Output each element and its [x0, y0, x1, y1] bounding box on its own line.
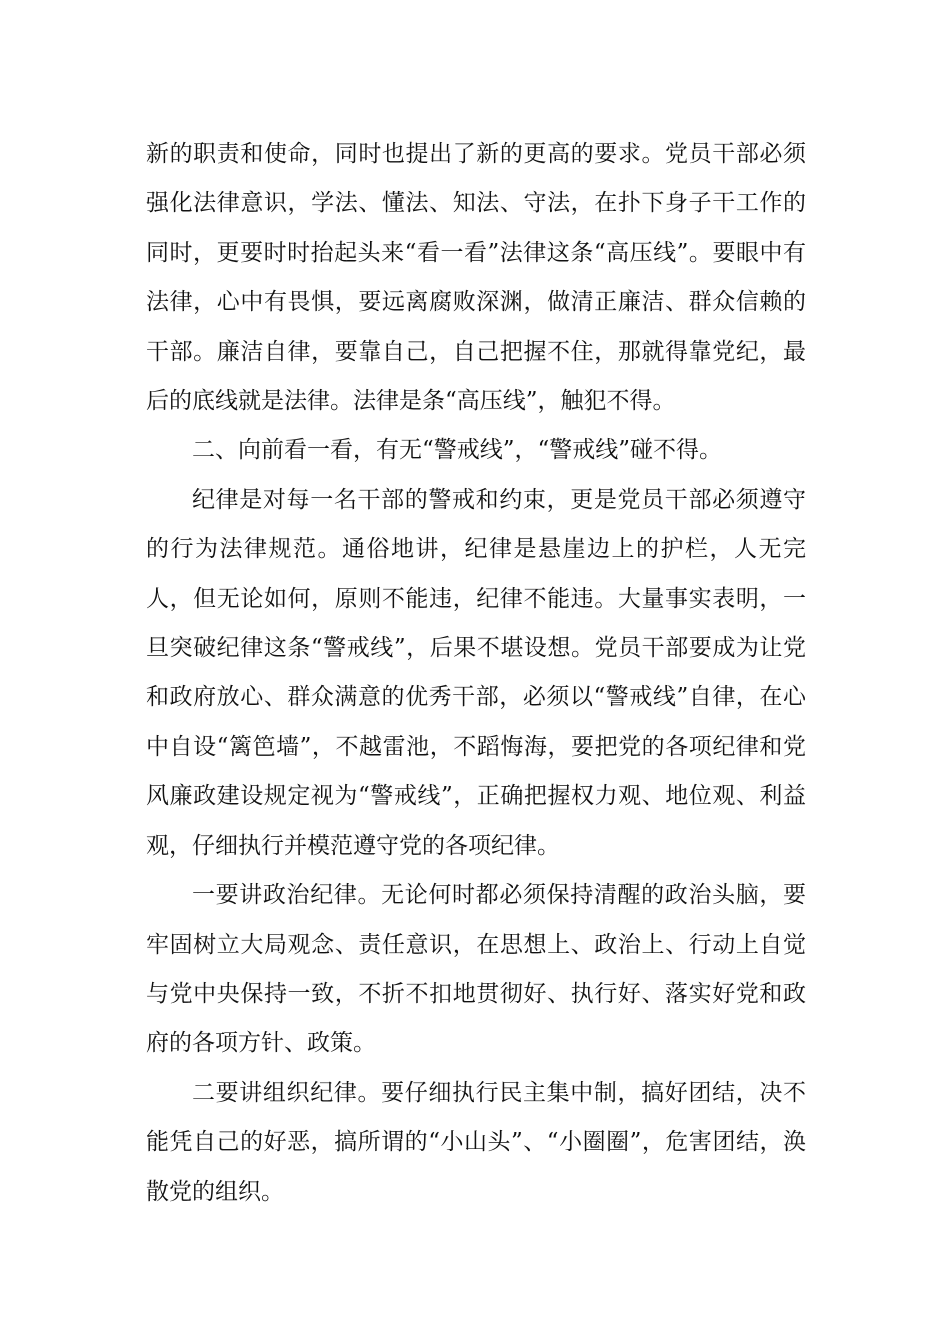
document-body [146, 130, 806, 1217]
paragraph-1: 新的职责和使命，同时也提出了新的更高的要求。党员干部必须强化法律意识，学法、懂法、知法、守法，在扑下身子干工作的同时，更要时时抬起头来“看一看”法律这条“高压线”。要眼中有法律，心中有畏惧，要远离腐败深渊，做清正廉洁、群众信赖的干部。廉洁自律，要靠自己，自己把握不住，那就得靠党纪，最后的底线就是法律。法律是条“高压线”，触犯不得。 [146, 141, 806, 415]
paragraph-4: 一要讲政治纪律。无论何时都必须保持清醒的政治头脑，要牢固树立大局观念、责任意识，在思想上、政治上、行动上自觉与党中央保持一致，不折不扣地贯彻好、执行好、落实好党和政府的各项方针、政策。 [146, 882, 806, 1057]
section-heading-2: 二、向前看一看，有无“警戒线”，“警戒线”碰不得。 [192, 437, 723, 464]
paragraph-5: 二要讲组织纪律。要仔细执行民主集中制，搞好团结，决不能凭自己的好恶，搞所谓的“小山头”、“小圈圈”，危害团结，涣散党的组织。 [146, 1079, 806, 1205]
paragraph-3: 纪律是对每一名干部的警戒和约束，更是党员干部必须遵守的行为法律规范。通俗地讲，纪律是悬崖边上的护栏，人无完人，但无论如何，原则不能违，纪律不能违。大量事实表明，一旦突破纪律这条“警戒线”，后果不堪设想。党员干部要成为让党和政府放心、群众满意的优秀干部，必须以“警戒线”自律，在心中自设“篱笆墙”，不越雷池，不蹈悔海，要把党的各项纪律和党风廉政建设规定视为“警戒线”，正确把握权力观、地位观、利益观，仔细执行并模范遵守党的各项纪律。 [146, 486, 806, 859]
